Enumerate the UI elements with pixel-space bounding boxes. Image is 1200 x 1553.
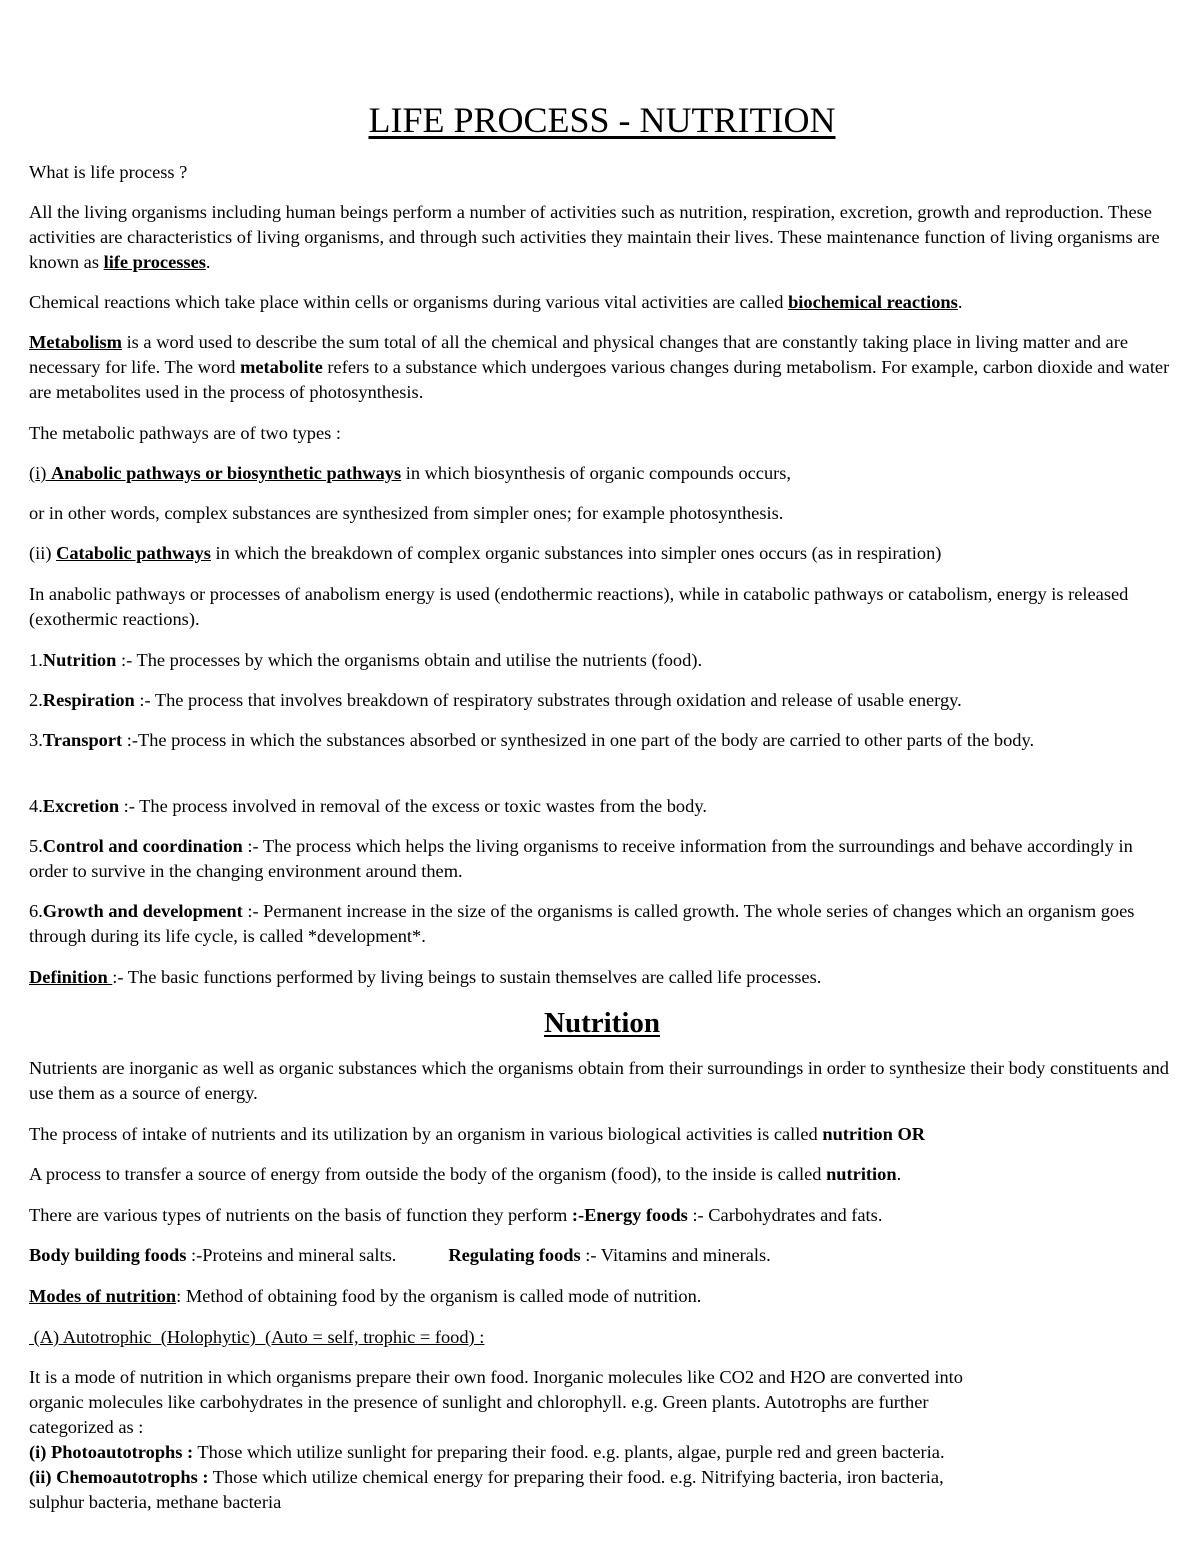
term-metabolism: Metabolism [29,332,122,352]
food-types-paragraph: Body building foods :-Proteins and mineral salts. Regulating foods :- Vitamins and minerals. [29,1245,771,1265]
question-text: What is life process ? [29,162,188,182]
list-item: 5.Control and coordination :- The process which helps the living organisms to receive information from the surroundings and behave accordingly in order to survive in the changing environment around them. [29,836,1133,881]
term-metabolite: metabolite [240,357,323,377]
anabolic-more-text: or in other words, complex substances are synthesized from simpler ones; for example photosynthesis. [29,503,784,523]
term-life-processes: life processes [103,252,206,272]
energy-paragraph: In anabolic pathways or processes of anabolism energy is used (endothermic reactions), while in catabolic pathways or catabolism, energy is released (exothermic reactions). [29,584,1129,629]
list-item: 6.Growth and development :- Permanent increase in the size of the organisms is called growth. The whole series of changes which an organism goes through during its life cycle, is called *development*. [29,901,1135,946]
list-item: 2.Respiration :- The process that involves breakdown of respiratory substrates through oxidation and release of usable energy. [29,690,962,710]
list-item: 3.Transport :-The process in which the substances absorbed or synthesized in one part of the body are carried to other parts of the body. [29,730,1035,750]
pathway-types-text: The metabolic pathways are of two types : [29,423,342,443]
biochemical-paragraph: Chemical reactions which take place within cells or organisms during various vital activities are called biochemical reactions. [29,292,963,312]
list-item: 1.Nutrition :- The processes by which the organisms obtain and utilise the nutrients (food). [29,650,703,670]
term-biochemical-reactions: biochemical reactions [788,292,958,312]
autotrophic-paragraph: It is a mode of nutrition in which organisms prepare their own food. Inorganic molecules like CO2 and H2O are converted into organic molecules like carbohydrates in the presence of sunlight and chlorophyll. e.g. Green plants. Autotrophs are further categorized as : (i) Photoautotrophs : Those which utilize sunlight for preparing their food. e.g. plants, algae, purple red and green bacteria. (ii) Chemoautotrophs : Those which utilize chemical energy for preparing their food. e.g. Nitrifying bacteria, iron bacteria, sulphur bacteria, methane bacteria [29,1367,963,1512]
term-definition: Definition [29,967,113,987]
term-anabolic-pathways: Anabolic pathways or biosynthetic pathways [50,463,402,483]
term-chemoautotrophs: (ii) Chemoautotrophs : [29,1467,209,1487]
modes-paragraph: Modes of nutrition: Method of obtaining food by the organism is called mode of nutrition. [29,1286,702,1306]
term-photoautotrophs: (i) Photoautotrophs : [29,1442,194,1462]
anabolic-paragraph: (i) Anabolic pathways or biosynthetic pathways in which biosynthesis of organic compounds occurs, [29,463,792,483]
metabolism-paragraph: Metabolism is a word used to describe the sum total of all the chemical and physical changes that are constantly taking place in living matter and are necessary for life. The word metabolite refers to a substance which undergoes various changes during metabolism. For example, carbon dioxide and water are metabolites used in the process of photosynthesis. [29,332,1170,402]
catabolic-paragraph: (ii) Catabolic pathways in which the breakdown of complex organic substances into simpler ones occurs (as in respiration) [29,543,942,563]
nutrition-definition-paragraph: The process of intake of nutrients and its utilization by an organism in various biological activities is called nutrition OR [29,1124,926,1144]
term-modes-of-nutrition: Modes of nutrition [29,1286,177,1306]
page-title: LIFE PROCESS - NUTRITION [368,100,836,140]
nutrient-types-paragraph: There are various types of nutrients on the basis of function they perform :-Energy foods :- Carbohydrates and fats. [29,1205,883,1225]
nutrition-heading: Nutrition [544,1007,660,1039]
nutrition-transfer-paragraph: A process to transfer a source of energy from outside the body of the organism (food), to the inside is called nutrition. [29,1164,902,1184]
life-process-paragraph: All the living organisms including human beings perform a number of activities such as nutrition, respiration, excretion, growth and reproduction. These activities are characteristics of living organisms, and through such activities they maintain their lives. These maintenance function of living organisms are known as life processes. [29,202,1160,272]
nutrients-paragraph: Nutrients are inorganic as well as organic substances which the organisms obtain from their surroundings in order to synthesize their body constituents and use them as a source of energy. [29,1058,1169,1103]
definition-paragraph: Definition :- The basic functions performed by living beings to sustain themselves are called life processes. [29,967,822,987]
term-catabolic-pathways: Catabolic pathways [56,543,211,563]
autotrophic-heading: (A) Autotrophic (Holophytic) (Auto = self, trophic = food) : [29,1327,485,1347]
list-item: 4.Excretion :- The process involved in removal of the excess or toxic wastes from the body. [29,796,707,816]
